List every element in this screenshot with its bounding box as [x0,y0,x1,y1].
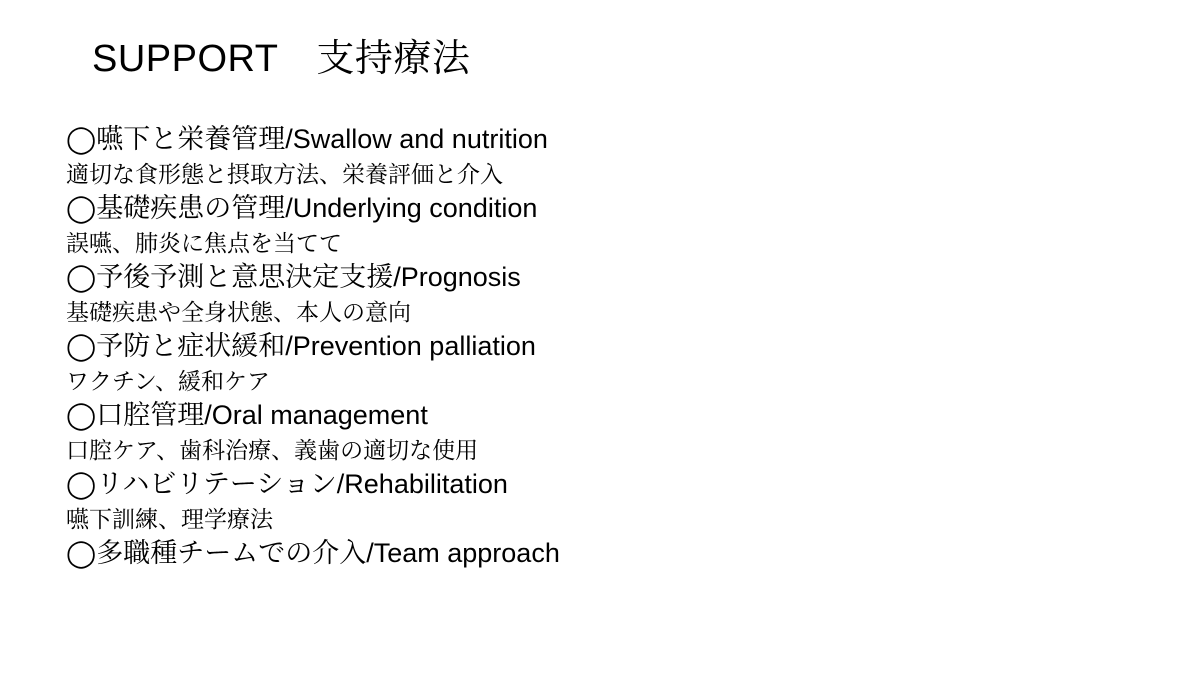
section-detail-rehabilitation: 嚥下訓練、理学療法 [66,506,273,532]
section-detail-prevention-palliation: ワクチン、緩和ケア [66,368,271,394]
slide-title: SUPPORT 支持療法 [92,38,471,80]
section-heading-rehabilitation: ◯リハビリテーション/Rehabilitation [66,469,508,499]
section-detail-underlying-condition: 誤嚥、肺炎に焦点を当てて [66,230,342,256]
section-heading-oral-management: ◯口腔管理/Oral management [66,400,428,430]
section-detail-prognosis: 基礎疾患や全身状態、本人の意向 [66,299,411,325]
section-heading-prognosis: ◯予後予測と意思決定支援/Prognosis [66,262,521,292]
section-heading-swallow-nutrition: ◯嚥下と栄養管理/Swallow and nutrition [66,124,548,154]
section-heading-team-approach: ◯多職種チームでの介入/Team approach [66,538,560,568]
section-heading-prevention-palliation: ◯予防と症状緩和/Prevention palliation [66,331,536,361]
slide-content [66,122,1166,571]
section-detail-oral-management: 口腔ケア、歯科治療、義歯の適切な使用 [66,437,479,463]
section-detail-swallow-nutrition: 適切な食形態と摂取方法、栄養評価と介入 [66,161,503,187]
section-heading-underlying-condition: ◯基礎疾患の管理/Underlying condition [66,193,538,223]
